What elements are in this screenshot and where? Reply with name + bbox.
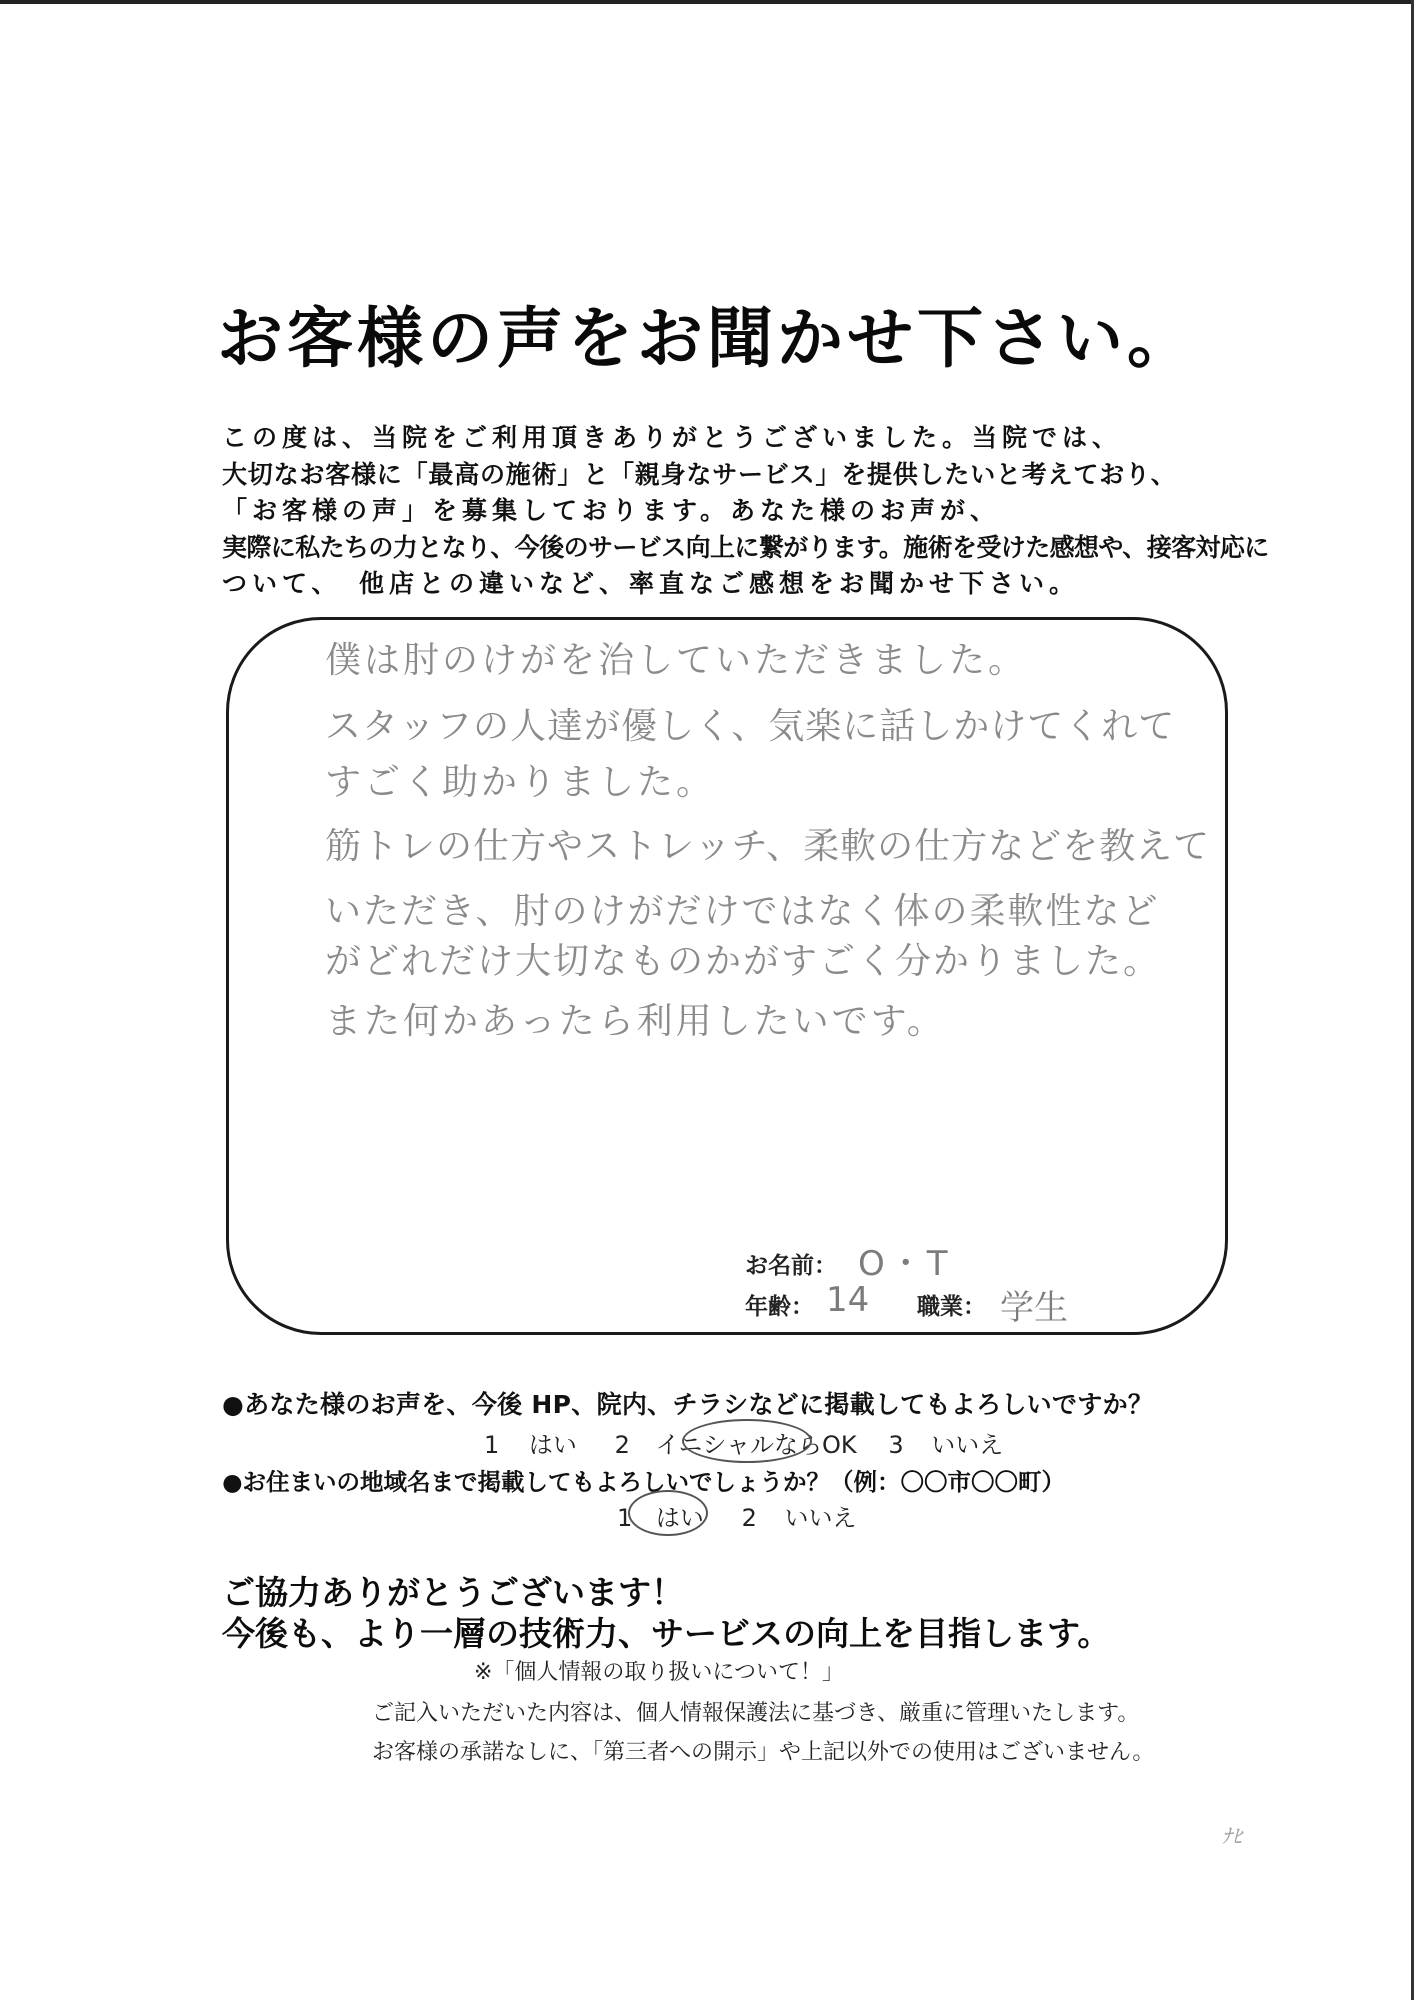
name-label: お名前：: [745, 1253, 837, 1279]
intro-line-4: 実際に私たちの力となり、今後のサービス向上に繋がります。施術を受けた感想や、接客対応に: [222, 532, 1269, 562]
comment-line-5: いただき、肘のけがだけではなく体の柔軟性など: [325, 891, 1160, 932]
comment-line-1: 僕は肘のけがを治していただきました。: [325, 640, 1028, 681]
q2-option-2-label[interactable]: いいえ: [784, 1504, 857, 1532]
thanks-line-1: ご協力ありがとうございます！: [222, 1573, 684, 1612]
q2-selection-circle: [628, 1490, 708, 1536]
comment-line-4: 筋トレの仕方やストレッチ、柔軟の仕方などを教えて: [325, 826, 1211, 867]
q1-selection-circle: [682, 1419, 812, 1463]
scan-edge-top: [0, 0, 1414, 4]
page-title: お客様の声をお聞かせ下さい。: [217, 300, 1197, 377]
privacy-line-1: ご記入いただいた内容は、個人情報保護法に基づき、厳重に管理いたします。: [372, 1701, 1140, 1726]
q1-option-2-label[interactable]: イニシャルならOK: [655, 1431, 857, 1459]
privacy-title: ※「個人情報の取り扱いについて！」: [474, 1660, 844, 1685]
intro-line-2: 大切なお客様に「最高の施術」と「親身なサービス」を提供したいと考えており、: [222, 459, 1177, 489]
q2-option-2-number: 2: [741, 1504, 757, 1532]
name-value: O・T: [858, 1244, 952, 1284]
question-1: ●あなた様のお声を、今後 HP、院内、チラシなどに掲載してもよろしいですか？: [222, 1390, 1154, 1419]
comment-line-6: がどれだけ大切なものかがすごく分かりました。: [325, 941, 1162, 982]
intro-line-5: ついて、 他店との違いなど、率直なご感想をお聞かせ下さい。: [222, 569, 1080, 598]
q1-option-3-label[interactable]: いいえ: [931, 1431, 1004, 1459]
q1-option-2-number: 2: [614, 1431, 630, 1459]
job-value: 学生: [1000, 1288, 1068, 1328]
intro-line-3: 「お客様の声」を募集しております。あなた様のお声が、: [222, 496, 1001, 525]
question-2: ●お住まいの地域名まで掲載してもよろしいでしょうか？（例：〇〇市〇〇町）: [222, 1468, 1066, 1496]
comment-line-7: また何かあったら利用したいです。: [325, 1001, 946, 1042]
comment-line-3: すごく助かりました。: [325, 762, 716, 803]
thanks-line-2: 今後も、より一層の技術力、サービスの向上を目指します。: [222, 1614, 1111, 1653]
age-label: 年齢：: [745, 1294, 814, 1320]
intro-line-1: この度は、当院をご利用頂きありがとうございました。当院では、: [222, 423, 1123, 452]
q1-option-3-number: 3: [888, 1431, 904, 1459]
job-label: 職業：: [917, 1294, 986, 1320]
privacy-line-2: お客様の承諾なしに、「第三者への開示」や上記以外での使用はございません。: [372, 1740, 1155, 1765]
page-mark: ﾅﾋ: [1222, 1824, 1242, 1848]
q2-option-1-label[interactable]: はい: [655, 1504, 704, 1532]
intro-paragraph: [222, 420, 1269, 603]
age-value: 14: [826, 1280, 870, 1320]
comment-line-2: スタッフの人達が優しく、気楽に話しかけてくれて: [325, 706, 1176, 747]
q1-option-1-number: 1: [484, 1431, 500, 1459]
q2-option-1-number: 1: [617, 1504, 633, 1532]
q1-option-1-label[interactable]: はい: [528, 1431, 577, 1459]
